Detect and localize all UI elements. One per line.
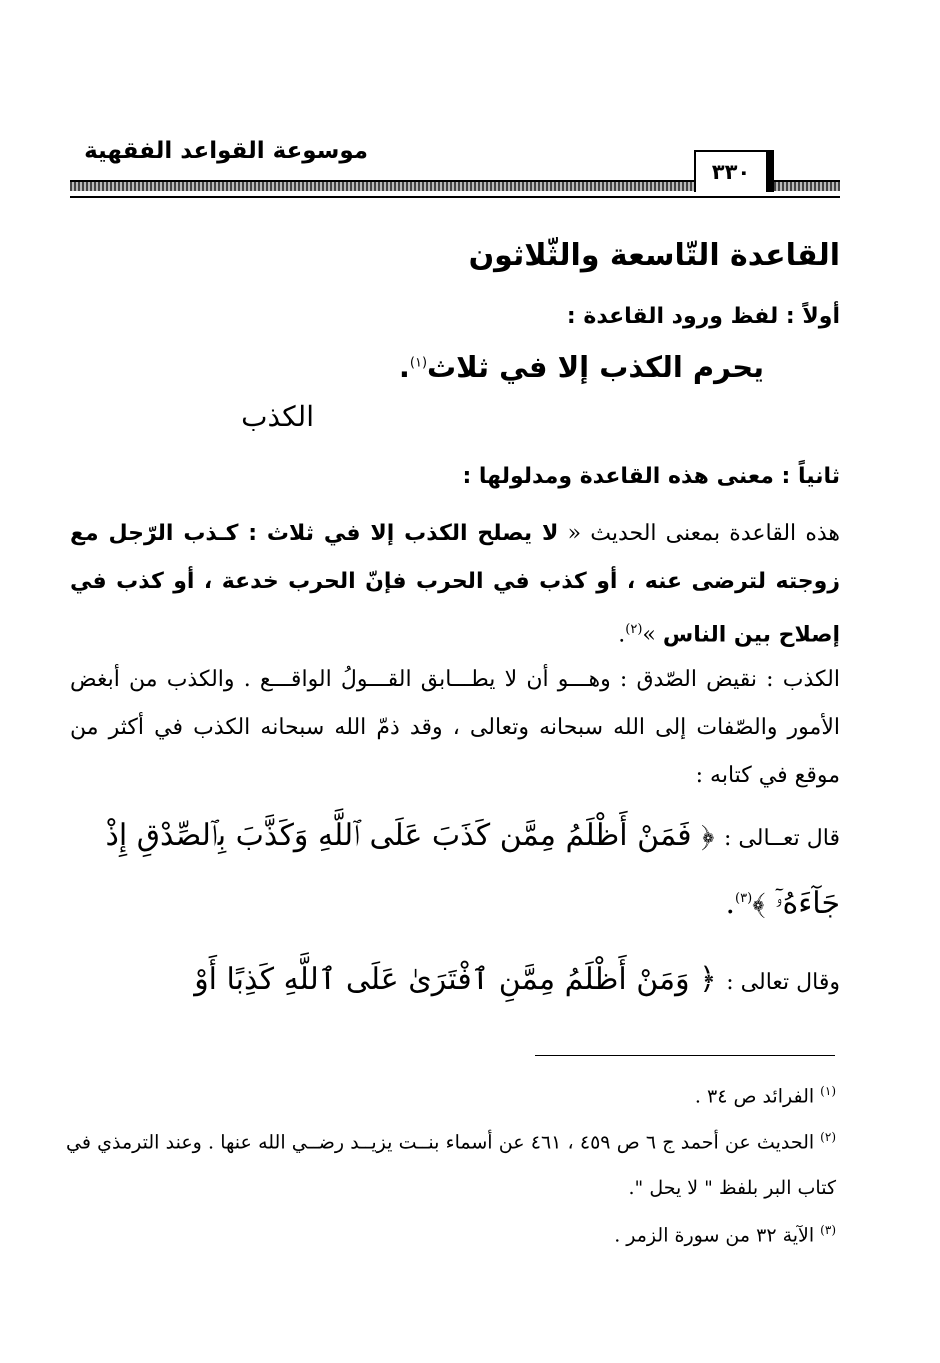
verse-1-text: ﴿ فَمَنْ أَظْلَمُ مِمَّن كَذَبَ عَلَى ٱللَّهِ وَكَذَّبَ بِٱلصِّدْقِ إِذْ جَآءَهُۥٓ ﴾ (105, 818, 840, 921)
footnote-1-text: الفرائد ص ٣٤ . (694, 1085, 815, 1108)
verse-2-text: ﴿ وَمَنْ أَظْلَمُ مِمَّنِ ٱفْتَرَىٰ عَلَى ٱللَّهِ كَذِبًا أَوْ (194, 962, 717, 997)
section-heading-1: أولاً : لفظ ورود القاعدة : (566, 304, 840, 329)
hadith-paragraph: هذه القاعدة بمعنى الحديث « لا يصلح الكذب إلا في ثلاث : كـذب الرّجل مع زوجته لترضى عنه ، أو كذب في الحرب فإنّ الحرب خدعة ، أو كذب في إصلاح بين الناس »$^{(٢)}$. (70, 521, 840, 648)
footnote-1 (66, 1068, 836, 1119)
footnote-3-mark: (٣) (820, 1223, 836, 1237)
footnote-3-text: الآية ٣٢ من سورة الزمر . (614, 1224, 815, 1247)
verse-2-label: وقال تعالى : (726, 970, 840, 995)
section-heading-2: ثانياً : معنى هذه القاعدة ومدلولها : (462, 464, 840, 489)
page-number-text: ٣٣٠ (711, 160, 751, 184)
footnote-2-text: الحديث عن أحمد ج ٦ ص ٤٥٩ ، ٤٦١ عن أسماء بنــت يزيــد رضــي الله عنها . وعند الترمذي في كتاب البر بلفظ " لا يحل ". (66, 1131, 836, 1200)
footnote-ref-3: (٣) (735, 891, 753, 906)
header-underline (70, 196, 840, 198)
quran-verse-2 (70, 950, 840, 1013)
hadith-intro: هذه القاعدة بمعنى الحديث « (567, 521, 840, 546)
running-title: موسوعة القواعد الفقهية (84, 138, 368, 164)
footnote-2-mark: (٢) (820, 1130, 836, 1144)
rule-title: القاعدة التّاسعة والثّلاثون (468, 238, 840, 273)
footnote-2 (66, 1114, 836, 1211)
page-number (694, 150, 774, 192)
quran-verse-1: قال تعــالى : ﴿ فَمَنْ أَظْلَمُ مِمَّن كَذَبَ عَلَى ٱللَّهِ وَكَذَّبَ بِٱلصِّدْقِ إِذْ جَآءَهُۥٓ ﴾$^{(٣)}$. (105, 818, 840, 921)
footnote-ref-1: (١) (409, 355, 428, 371)
definition-paragraph: الكذب : نقيض الصّدق : وهـــو أن لا يطـــابق القـــولُ الواقـــع . والكذب من أبغض الأمور والصّفات إلى الله سبحانه وتعالى ، وقد ذمّ الله سبحانه الكذب في أكثر من موقع في كتابه : (70, 667, 840, 788)
footnote-1-mark: (١) (820, 1084, 836, 1098)
keyword: الكذب (241, 400, 314, 433)
hadith-text: لا يصلح الكذب إلا في ثلاث : كـذب الرّجل مع زوجته لترضى عنه ، أو كذب في الحرب فإنّ الحرب خدعة ، أو كذب في إصلاح بين الناس (70, 521, 840, 648)
verse-1-label: قال تعــالى : (724, 826, 840, 851)
footnote-3 (66, 1207, 836, 1258)
footnote-separator (535, 1055, 835, 1056)
rule-statement: يحرم الكذب إلا في ثلاث$^{(١)}$. (398, 350, 764, 384)
footnote-ref-2: (٢) (625, 622, 643, 637)
hadith-close: » (642, 622, 656, 648)
rule-statement-text: يحرم الكذب إلا في ثلاث (427, 350, 764, 384)
